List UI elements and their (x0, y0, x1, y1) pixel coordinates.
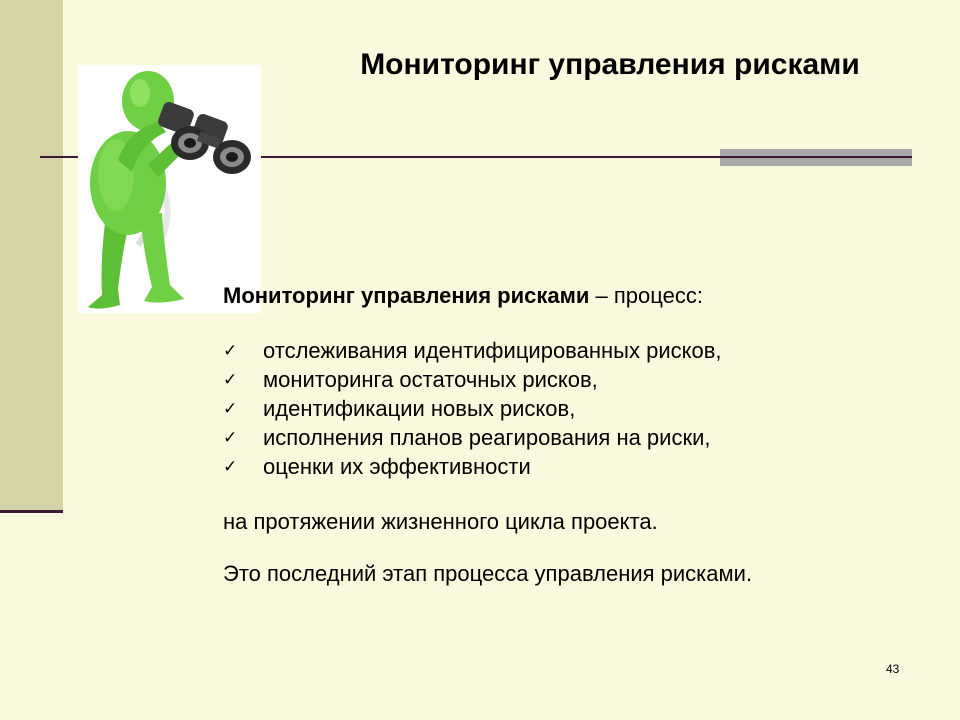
checkmark-icon: ✓ (223, 341, 238, 360)
side-bar (0, 0, 63, 512)
definition-line (223, 283, 923, 309)
list-item-text: оценки их эффективности (263, 454, 531, 479)
closing-text: на протяжении жизненного цикла проекта. (223, 509, 658, 534)
page-number: 43 (886, 662, 900, 676)
accent-bar (720, 149, 912, 166)
list-item-text: отслеживания идентифицированных рисков, (263, 338, 722, 363)
side-rule (0, 510, 63, 513)
list-item (223, 394, 923, 423)
checkmark-icon: ✓ (223, 457, 238, 476)
list-item (223, 423, 923, 452)
note-text: Это последний этап процесса управления рисками. (223, 561, 753, 586)
slide-title: Мониторинг управления рисками (360, 48, 860, 81)
binoculars-figure-image (78, 65, 261, 313)
list-item (223, 452, 923, 481)
slide-body (223, 283, 923, 613)
list-item (223, 365, 923, 394)
list-item-text: исполнения планов реагирования на риски, (263, 425, 711, 450)
list-item (223, 336, 923, 365)
checkmark-icon: ✓ (223, 428, 238, 447)
checkmark-icon: ✓ (223, 399, 238, 418)
process-list (223, 336, 923, 481)
list-item-text: идентификации новых рисков, (263, 396, 576, 421)
definition-rest: – процесс: (589, 283, 703, 308)
definition-term: Мониторинг управления рисками (223, 283, 590, 308)
checkmark-icon: ✓ (223, 370, 238, 389)
list-item-text: мониторинга остаточных рисков, (263, 367, 598, 392)
